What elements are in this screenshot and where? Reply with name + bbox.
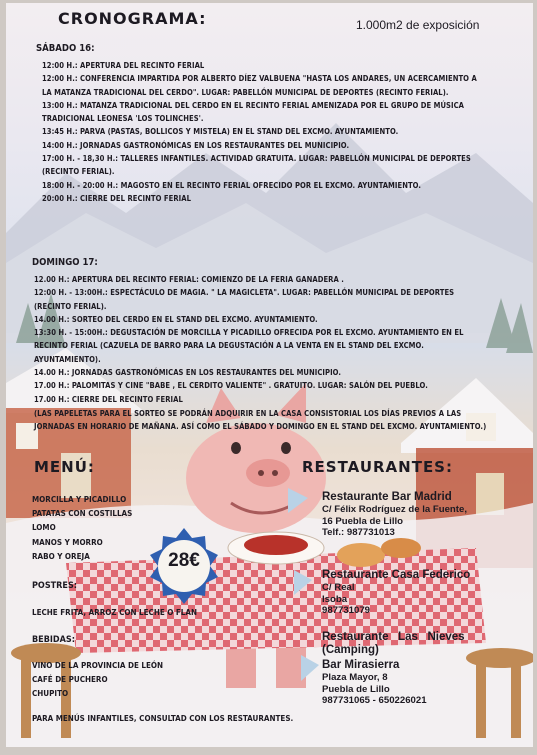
restaurant-name: Restaurante Las Nieves bbox=[322, 631, 465, 643]
restaurant-phone: 987731079 bbox=[322, 605, 371, 616]
schedule-item: 14.00 H.: JORNADAS GASTRONÓMICAS EN LOS RESTAURANTES DEL MUNICIPIO. bbox=[34, 368, 342, 378]
restaurant-address: C/ Real bbox=[322, 582, 355, 593]
restaurant-name: Restaurante Bar Madrid bbox=[322, 491, 452, 503]
event-poster bbox=[6, 3, 533, 747]
dish-item: RABO Y OREJA bbox=[32, 551, 90, 561]
poster-title: CRONOGRAMA: bbox=[58, 9, 207, 28]
dish-item: MORCILLA Y PICADILLO bbox=[32, 495, 127, 504]
schedule-item: 12:00 H.: CONFERENCIA IMPARTIDA POR ALBERTO DÍEZ VALBUENA "HASTA LOS ANDARES, UN ACERCAMIENTO A LA MATANZA TRADICIONAL DEL CERDO". LUGAR: PABELLÓN MUNICIPAL DE DEPORTES (RECINTO FERIAL). bbox=[42, 74, 477, 97]
restaurant-casa-federico bbox=[322, 569, 522, 617]
restaurant-address: C/ Félix Rodríguez de la Fuente, bbox=[322, 504, 467, 515]
restaurants-title: RESTAURANTES: bbox=[302, 458, 453, 476]
schedule-item: 17:00 H. - 18,30 H.: TALLERES INFANTILES. ACTIVIDAD GRATUITA. LUGAR: PABELLÓN MUNICIPAL DE DEPORTES (RECINTO FERIAL). bbox=[42, 154, 471, 177]
restaurant-las-nieves bbox=[322, 631, 492, 657]
schedule-item: 17.00 H.: CIERRE DEL RECINTO FERIAL bbox=[34, 394, 183, 404]
menu-price: 28€ bbox=[168, 550, 200, 571]
desserts-text: LECHE FRITA, ARROZ CON LECHE O FLAN bbox=[32, 608, 197, 617]
restaurant-mirasierra bbox=[322, 659, 522, 707]
schedule-item: 12:00 H.: APERTURA DEL RECINTO FERIAL bbox=[42, 61, 205, 70]
kids-menu-note: PARA MENÚS INFANTILES, CONSULTAD CON LOS RESTAURANTES. bbox=[32, 714, 294, 723]
sunday-schedule bbox=[34, 273, 484, 406]
schedule-item: 13:30 H. - 15:00H.: DEGUSTACIÓN DE MORCILLA Y PICADILLO OFRECIDA POR EL EXCMO. AYUNTAMIENTO EN EL RECINTO FERIAL (CAZUELA DE BARRO PARA LA DEGUSTACIÓN A LA VENTA EN EL STAND DEL EXCMO. AYUNTAMIENTO). bbox=[34, 328, 464, 364]
drinks-label: BEBIDAS: bbox=[32, 635, 75, 645]
desserts-label: POSTRES: bbox=[32, 581, 78, 591]
saturday-schedule bbox=[42, 59, 482, 205]
schedule-item: 17.00 H.: PALOMITAS Y CINE "BABE , EL CERDITO VALIENTE" . GRATUITO. LUGAR: SALÓN DEL PUEBLO. bbox=[34, 381, 428, 391]
drink-item: CAFÉ DE PUCHERO bbox=[32, 675, 108, 685]
restaurant-town: Puebla de Lillo bbox=[322, 683, 390, 695]
menu-dishes bbox=[32, 493, 132, 564]
restaurant-phone: Telf.: 987731013 bbox=[322, 527, 395, 538]
drinks-list bbox=[32, 659, 163, 702]
dish-item: LOMO bbox=[32, 523, 56, 533]
menu-title: MENÚ: bbox=[34, 458, 95, 476]
restaurant-name: Restaurante Casa Federico bbox=[322, 569, 471, 581]
restaurant-bar-madrid bbox=[322, 491, 522, 539]
raffle-note: (LAS PAPELETAS PARA EL SORTEO SE PODRÁN ADQUIRIR EN LA CASA CONSISTORIAL LOS DÍAS PREVIOS A LAS JORNADAS EN HORARIO DE MAÑANA. ASÍ COMO EL SÁBADO Y DOMINGO EN EL STAND DEL EXCMO. AYUNTAMIENTO.) bbox=[34, 409, 487, 432]
dish-item: PATATAS CON COSTILLAS bbox=[32, 509, 133, 519]
restaurant-subtitle: (Camping) bbox=[322, 644, 379, 656]
schedule-item: 13:45 H.: PARVA (PASTAS, BOLLICOS Y MISTELA) EN EL STAND DEL EXCMO. AYUNTAMIENTO. bbox=[42, 127, 399, 137]
schedule-item: 12.00 H.: APERTURA DEL RECINTO FERIAL: COMIENZO DE LA FERIA GANADERA . bbox=[34, 275, 344, 284]
sunday-label: DOMINGO 17: bbox=[32, 257, 98, 268]
drink-item: VINO DE LA PROVINCIA DE LEÓN bbox=[32, 661, 164, 670]
restaurant-address: 16 Puebla de Lillo bbox=[322, 515, 404, 527]
drink-item: CHUPITO bbox=[32, 689, 69, 699]
restaurant-town: Isoba bbox=[322, 593, 348, 605]
schedule-item: 18:00 H. - 20:00 H.: MAGOSTO EN EL RECINTO FERIAL OFRECIDO POR EL EXCMO. AYUNTAMIENTO. bbox=[42, 180, 422, 190]
restaurant-phone: 987731065 - 650226021 bbox=[322, 695, 427, 706]
schedule-item: 13:00 H.: MATANZA TRADICIONAL DEL CERDO EN EL RECINTO FERIAL AMENIZADA POR EL GRUPO DE MÚSICA TRADICIONAL LEONESA 'LOS TOLINCHES'. bbox=[42, 100, 465, 124]
restaurant-name: Bar Mirasierra bbox=[322, 659, 400, 671]
schedule-item: 14.00 H.: SORTEO DEL CERDO EN EL STAND DEL EXCMO. AYUNTAMIENTO. bbox=[34, 314, 318, 324]
saturday-label: SÁBADO 16: bbox=[36, 43, 95, 54]
dish-item: MANOS Y MORRO bbox=[32, 537, 103, 547]
exhibition-area: 1.000m2 de exposición bbox=[356, 18, 480, 32]
schedule-item: 12:00 H. - 13:00H.: ESPECTÁCULO DE MAGIA. " LA MAGICLETA". LUGAR: PABELLÓN MUNICIPAL DE DEPORTES (RECINTO FERIAL). bbox=[34, 288, 455, 311]
restaurant-address: Plaza Mayor, 8 bbox=[322, 672, 388, 683]
schedule-item: 20:00 H.: CIERRE DEL RECINTO FERIAL bbox=[42, 193, 191, 203]
schedule-item: 14:00 H.: JORNADAS GASTRONÓMICAS EN LOS RESTAURANTES DEL MUNICIPIO. bbox=[42, 140, 350, 150]
